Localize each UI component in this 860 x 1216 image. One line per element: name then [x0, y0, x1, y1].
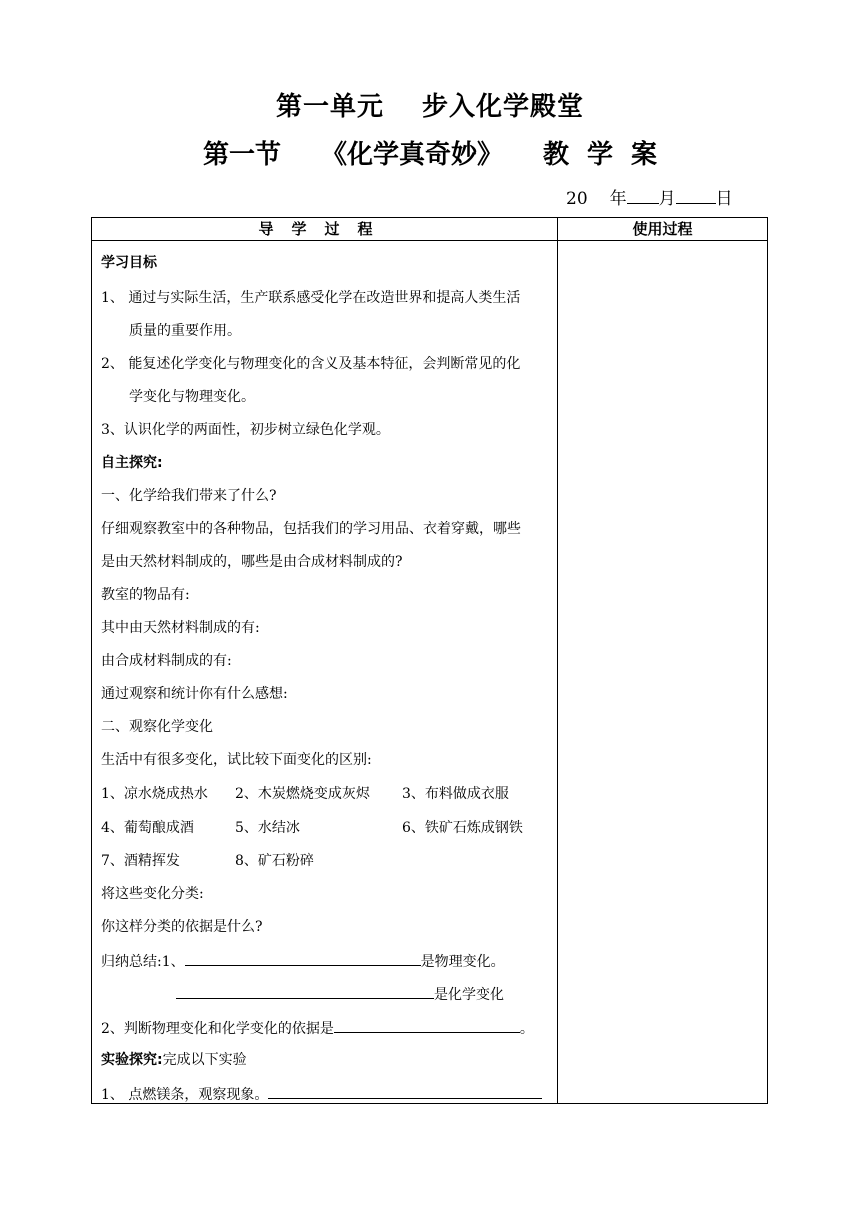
experiment-1-blank[interactable] [268, 1084, 542, 1099]
summary-prefix: 归纳总结:1、 [101, 954, 185, 970]
change-item: 8、矿石粉碎 [235, 853, 314, 869]
summary-line-2 [176, 984, 504, 1004]
day-blank[interactable] [676, 189, 716, 204]
experiment-line [101, 1051, 247, 1069]
goal-3: 3、认识化学的两面性，初步树立绿色化学观。 [101, 422, 390, 438]
question-1-text-2: 是由天然材料制成的，哪些是由合成材料制成的? [101, 554, 403, 570]
change-item: 6、铁矿石炼成钢铁 [402, 820, 523, 836]
goal-2-line-1: 2、 能复述化学变化与物理变化的含义及基本特征，会判断常见的化 [101, 356, 521, 372]
title-char-1: 教 [542, 140, 569, 170]
summary-1-suffix: 是物理变化。 [420, 954, 505, 970]
judge-blank[interactable] [334, 1018, 520, 1033]
year-label: 年 [609, 189, 627, 209]
judge-prefix: 2、判断物理变化和化学变化的依据是 [101, 1021, 334, 1037]
experiment-heading: 实验探究: [101, 1052, 163, 1068]
unit-title [0, 86, 860, 123]
experiment-1: 1、 点燃镁条，观察现象。 [101, 1087, 269, 1103]
lesson-title [0, 134, 860, 171]
natural-materials: 其中由天然材料制成的有: [101, 620, 260, 636]
column-divider [557, 218, 558, 1103]
unit-name: 步入化学殿堂 [422, 92, 585, 122]
summary-2-suffix: 是化学变化 [434, 987, 504, 1003]
change-item: 3、布料做成衣服 [402, 786, 509, 802]
question-2: 二、观察化学变化 [101, 719, 213, 735]
section-topic: 《化学真奇妙》 [320, 140, 503, 170]
summary-line-1 [101, 951, 505, 971]
feelings-prompt: 通过观察和统计你有什么感想: [101, 686, 288, 702]
summary-blank-2[interactable] [176, 984, 434, 999]
change-item: 4、葡萄酿成酒 [101, 820, 194, 836]
change-item: 2、木炭燃烧变成灰烬 [235, 786, 370, 802]
header-guided-process: 导学过程 [258, 220, 391, 238]
unit-number: 第一单元 [275, 92, 384, 122]
question-1-text-1: 仔细观察教室中的各种物品，包括我们的学习用品、衣着穿戴，哪些 [101, 521, 521, 537]
title-char-2: 学 [587, 140, 614, 170]
goal-2-line-2: 学变化与物理变化。 [129, 389, 255, 405]
judge-suffix: 。 [519, 1021, 534, 1037]
section-number: 第一节 [202, 140, 281, 170]
goals-heading: 学习目标 [101, 255, 157, 271]
goal-1-line-1: 1、 通过与实际生活，生产联系感受化学在改造世界和提高人类生活 [101, 290, 521, 306]
explore-heading: 自主探究: [101, 455, 163, 471]
question-1: 一、化学给我们带来了什么? [101, 488, 277, 504]
lesson-table [91, 217, 768, 1104]
judge-line [101, 1018, 534, 1038]
summary-blank-1[interactable] [185, 951, 421, 966]
date-line [566, 184, 733, 209]
experiment-1-line [101, 1084, 542, 1104]
year-prefix: 20 [566, 189, 588, 209]
month-blank[interactable] [627, 189, 659, 204]
synthetic-materials: 由合成材料制成的有: [101, 653, 232, 669]
experiment-text: 完成以下实验 [162, 1052, 247, 1068]
day-label: 日 [715, 189, 733, 209]
month-label: 月 [658, 189, 676, 209]
classify-prompt: 将这些变化分类: [101, 886, 204, 902]
question-2-text: 生活中有很多变化，试比较下面变化的区别: [101, 752, 372, 768]
header-divider [92, 240, 767, 241]
basis-prompt: 你这样分类的依据是什么? [101, 919, 263, 935]
classroom-items: 教室的物品有: [101, 587, 190, 603]
title-char-3: 案 [631, 140, 658, 170]
goal-1-line-2: 质量的重要作用。 [129, 323, 241, 339]
header-usage-process: 使用过程 [632, 220, 693, 238]
change-item: 1、凉水烧成热水 [101, 786, 208, 802]
change-item: 7、酒精挥发 [101, 853, 180, 869]
change-item: 5、水结冰 [235, 820, 300, 836]
